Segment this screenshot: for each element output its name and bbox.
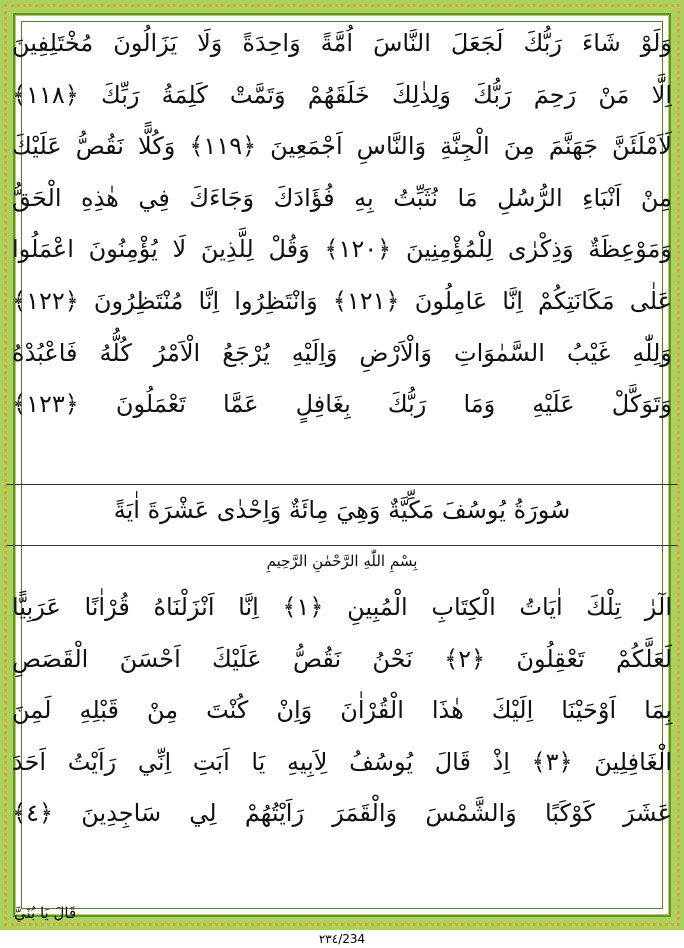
verse-line: مِنْ اَنْبَاءِ الرُّسُلِ مَا نُثَبِّتُ بِهِ فُؤَادَكَ وَجَاءَكَ فِي هٰذِهِ الْحَقُّ bbox=[12, 183, 672, 212]
verse-line: وَلَوْ شَاءَ رَبُّكَ لَجَعَلَ النَّاسَ اُمَّةً وَاحِدَةً وَلَا يَزَالُونَ مُخْتَلِفِينَ bbox=[12, 29, 672, 57]
verse-line: الْغَافِلِينَ ﴿٣﴾ اِذْ قَالَ يُوسُفُ لِاَبِيهِ يَا اَبَتِ اِنِّي رَاَيْتُ اَحَدَ bbox=[12, 747, 673, 776]
verse-line: وَلِلّٰهِ غَيْبُ السَّمٰوَاتِ وَالْاَرْضِ وَاِلَيْهِ يُرْجَعُ الْاَمْرُ كُلُّهُ فَاعْبُدْهُ bbox=[12, 338, 672, 367]
basmala: بِسْمِ اللّٰهِ الرَّحْمٰنِ الرَّحِيمِ bbox=[266, 552, 418, 570]
verse-line: بِمَا اَوْحَيْنَا اِلَيْكَ هٰذَا الْقُرْاٰنَ وَاِنْ كُنْتَ مِنْ قَبْلِهِ لَمِنَ bbox=[12, 696, 672, 725]
verses-block-1 bbox=[12, 18, 672, 431]
verse-line: عَلٰى مَكَانَتِكُمْ اِنَّا عَامِلُونَ ﴿١٢١﴾ وَانْتَظِرُوا اِنَّا مُنْتَظِرُونَ ﴿١٢٢﴾ bbox=[12, 286, 672, 315]
divider-bottom bbox=[6, 545, 678, 546]
divider-top bbox=[6, 484, 678, 485]
surah-title: سُورَةُ يُوسُفَ مَكِّيَّةٌ وَهِيَ مِائَةٌ وَاِحْدٰى عَشْرَةَ اٰيَةً bbox=[113, 496, 571, 524]
verse-line: لَعَلَّكُمْ تَعْقِلُونَ ﴿٢﴾ نَحْنُ نَقُصُّ عَلَيْكَ اَحْسَنَ الْقَصَصِ bbox=[12, 644, 673, 673]
verse-line: اِلَّا مَنْ رَحِمَ رَبُّكَ وَلِذٰلِكَ خَلَقَهُمْ وَتَمَّتْ كَلِمَةُ رَبِّكَ ﴿١١٨﴾ bbox=[12, 80, 672, 109]
page-number: ٢٣٤/234 bbox=[318, 932, 366, 946]
verse-line: وَمَوْعِظَةٌ وَذِكْرٰى لِلْمُؤْمِنِينَ ﴿١٢٠﴾ وَقُلْ لِلَّذِينَ لَا يُؤْمِنُونَ اعْمَلُوا bbox=[12, 235, 672, 264]
verse-line: عَشَرَ كَوْكَبًا وَالشَّمْسَ وَالْقَمَرَ رَاَيْتُهُمْ لِي سَاجِدِينَ ﴿٤﴾ bbox=[12, 799, 672, 828]
verses-block-2 bbox=[12, 582, 672, 840]
catchword: قَالَ يَا بُنَيَّ bbox=[14, 904, 77, 922]
verse-line: الٓرٰ تِلْكَ اٰيَاتُ الْكِتَابِ الْمُبِينِ ﴿١﴾ اِنَّا اَنْزَلْنَاهُ قُرْاٰنًا عَرَبِيًّا bbox=[12, 593, 672, 621]
verse-line: لَاَمْلَئَنَّ جَهَنَّمَ مِنَ الْجِنَّةِ وَالنَّاسِ اَجْمَعِينَ ﴿١١٩﴾ وَكُلًّا نَقُصُّ عَلَيْكَ bbox=[12, 132, 672, 161]
verse-line: وَتَوَكَّلْ عَلَيْهِ وَمَا رَبُّكَ بِغَافِلٍ عَمَّا تَعْمَلُونَ ﴿١٢٣﴾ bbox=[12, 390, 672, 419]
